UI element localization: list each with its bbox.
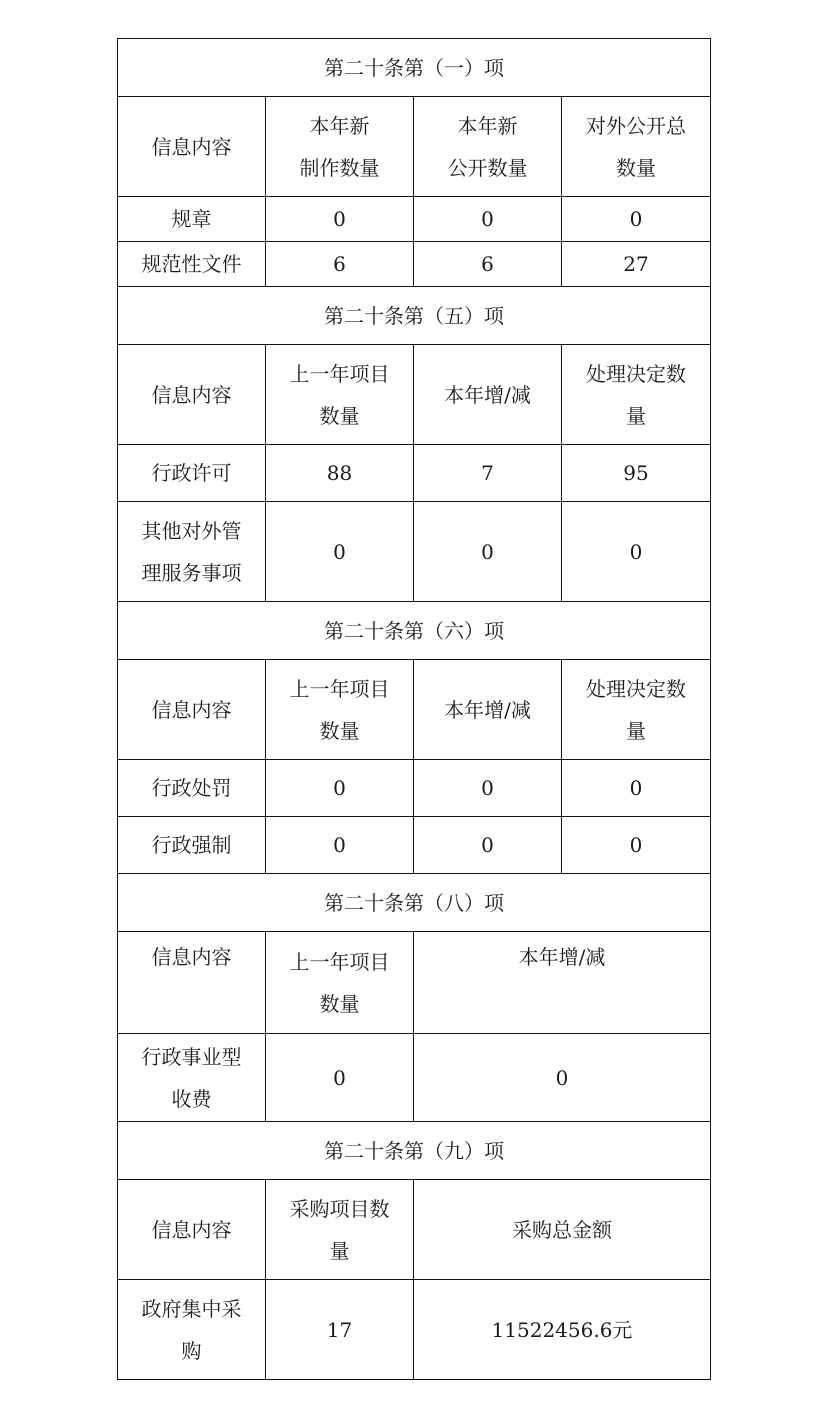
value-cell: 17 [266, 1280, 414, 1380]
header-cell: 信息内容 [118, 1180, 266, 1280]
header-cell: 信息内容 [118, 97, 266, 197]
table-row [118, 1280, 711, 1380]
row-label: 行政处罚 [118, 760, 266, 817]
section-title: 第二十条第（八）项 [118, 874, 711, 932]
header-row [118, 97, 711, 197]
header-cell: 本年增/减 [414, 932, 711, 1034]
section-title-row [118, 874, 711, 932]
header-cell: 本年增/减 [414, 660, 562, 760]
value-cell: 6 [414, 242, 562, 287]
row-label: 规章 [118, 197, 266, 242]
value-cell: 0 [266, 502, 414, 602]
header-cell: 对外公开总 数量 [562, 97, 711, 197]
section-title-row [118, 287, 711, 345]
value-cell: 0 [266, 760, 414, 817]
value-cell: 7 [414, 445, 562, 502]
section-title: 第二十条第（九）项 [118, 1122, 711, 1180]
header-cell: 上一年项目 数量 [266, 345, 414, 445]
header-cell: 本年新 公开数量 [414, 97, 562, 197]
header-row [118, 345, 711, 445]
row-label: 行政强制 [118, 817, 266, 874]
value-cell: 6 [266, 242, 414, 287]
table-row [118, 817, 711, 874]
table-row [118, 197, 711, 242]
value-cell: 27 [562, 242, 711, 287]
value-cell: 0 [414, 817, 562, 874]
value-cell: 0 [414, 1034, 711, 1122]
row-label: 其他对外管 理服务事项 [118, 502, 266, 602]
header-cell: 采购项目数 量 [266, 1180, 414, 1280]
row-label: 政府集中采 购 [118, 1280, 266, 1380]
header-cell: 上一年项目 数量 [266, 932, 414, 1034]
value-cell: 95 [562, 445, 711, 502]
header-cell: 信息内容 [118, 660, 266, 760]
table-row [118, 760, 711, 817]
header-row [118, 1180, 711, 1280]
table-row [118, 1034, 711, 1122]
header-cell: 处理决定数 量 [562, 660, 711, 760]
header-row [118, 932, 711, 1034]
value-cell: 0 [562, 760, 711, 817]
section-title: 第二十条第（一）项 [118, 39, 711, 97]
value-cell: 0 [414, 760, 562, 817]
value-cell: 0 [562, 817, 711, 874]
header-cell: 本年增/减 [414, 345, 562, 445]
table-row [118, 242, 711, 287]
section-title: 第二十条第（六）项 [118, 602, 711, 660]
report-table [117, 38, 711, 1380]
header-cell: 采购总金额 [414, 1180, 711, 1280]
header-cell: 处理决定数 量 [562, 345, 711, 445]
value-cell: 0 [562, 502, 711, 602]
section-title-row [118, 1122, 711, 1180]
value-cell: 0 [266, 1034, 414, 1122]
section-title-row [118, 39, 711, 97]
row-label: 行政许可 [118, 445, 266, 502]
table-row [118, 502, 711, 602]
value-cell: 0 [414, 197, 562, 242]
header-row [118, 660, 711, 760]
value-cell: 0 [266, 817, 414, 874]
value-cell: 88 [266, 445, 414, 502]
value-cell: 0 [414, 502, 562, 602]
value-cell: 0 [562, 197, 711, 242]
section-title-row [118, 602, 711, 660]
header-cell: 信息内容 [118, 345, 266, 445]
table-row [118, 445, 711, 502]
value-cell: 0 [266, 197, 414, 242]
header-cell: 本年新 制作数量 [266, 97, 414, 197]
row-label: 规范性文件 [118, 242, 266, 287]
value-cell: 11522456.6元 [414, 1280, 711, 1380]
row-label: 行政事业型 收费 [118, 1034, 266, 1122]
header-cell: 上一年项目 数量 [266, 660, 414, 760]
header-cell: 信息内容 [118, 932, 266, 1034]
section-title: 第二十条第（五）项 [118, 287, 711, 345]
